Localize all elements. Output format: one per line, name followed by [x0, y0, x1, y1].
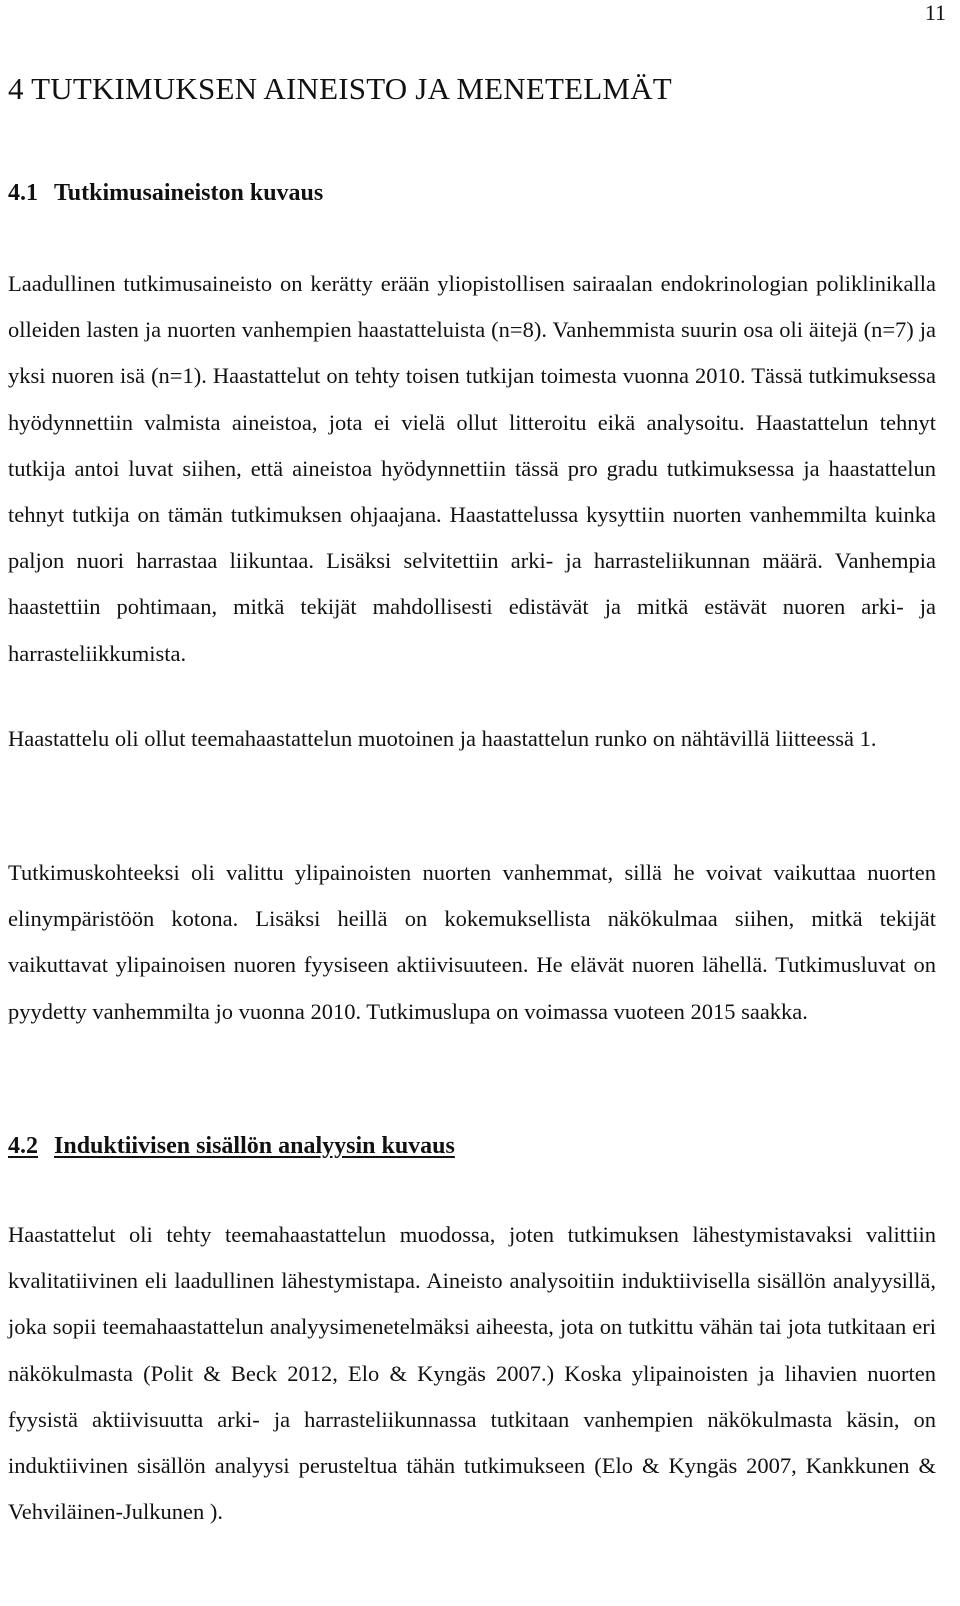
paragraph-target-group: Tutkimuskohteeksi oli valittu ylipainoisten nuorten vanhemmat, sillä he voivat vaikuttaa nuorten elinympäristöön kotona. Lisäksi heillä on kokemuksellista näkökulmaa siihen, mitkä tekijät vaikuttavat ylipainoisen nuoren fyysiseen aktiivisuuteen. He elävät nuoren lähellä. Tutkimusluvat on pyydetty vanhemmilta jo vuonna 2010. Tutkimuslupa on voimassa vuoteen 2015 saakka. [8, 860, 936, 1024]
chapter-title: 4 TUTKIMUKSEN AINEISTO JA MENETELMÄT [8, 71, 672, 106]
paragraph-analysis-method: Haastattelut oli tehty teemahaastattelun muodossa, joten tutkimuksen lähestymistavaksi valittiin kvalitatiivinen eli laadullinen lähestymistapa. Aineisto analysoitiin induktiivisella sisällön analyysillä, joka sopii teemahaastattelun analyysimenetelmäksi aiheesta, jota on tutkittu vähän tai jota tutkitaan eri näkökulmasta (Polit & Beck 2012, Elo & Kyngäs 2007.) Koska ylipainoisten ja lihavien nuorten fyysistä aktiivisuutta arki- ja harrasteliikunnassa tutkitaan vanhempien näkökulmasta käsin, on induktiivinen sisällön analyysi perusteltua tähän tutkimukseen (Elo & Kyngäs 2007, Kankkunen & Vehviläinen-Julkunen ). [8, 1222, 936, 1525]
section-heading-4-1 [8, 178, 323, 208]
section-number: 4.1 [8, 180, 38, 206]
page-number: 11 [924, 0, 946, 25]
paragraph-sample-description: Laadullinen tutkimusaineisto on kerätty erään yliopistollisen sairaalan endokrinologian poliklinikalla olleiden lasten ja nuorten vanhempien haastatteluista (n=8). Vanhemmista suurin osa oli äitejä (n=7) ja yksi nuoren isä (n=1). Haastattelut on tehty toisen tutkijan toimesta vuonna 2010. Tässä tutkimuksessa hyödynnettiin valmista aineistoa, jota ei vielä ollut litteroitu eikä analysoitu. Haastattelun tehnyt tutkija antoi luvat siihen, että aineistoa hyödynnettiin tässä pro gradu tutkimuksessa ja haastattelun tehnyt tutkija on tämän tutkimuksen ohjaajana. Haastattelussa kysyttiin nuorten vanhemmilta kuinka paljon nuori harrastaa liikuntaa. Lisäksi selvitettiin arki- ja harrasteliikunnan määrä. Vanhempia haastettiin pohtimaan, mitkä tekijät mahdollisesti edistävät ja mitkä estävät nuoren arki- ja harrasteliikkumista. [8, 271, 936, 666]
section-title-text: Tutkimusaineiston kuvaus [54, 180, 324, 206]
section-title-text: Induktiivisen sisällön analyysin kuvaus [54, 1133, 455, 1159]
section-heading-4-2 [8, 1131, 455, 1161]
paragraph-interview-form: Haastattelu oli ollut teemahaastattelun muotoinen ja haastattelun runko on nähtävillä liitteessä 1. [8, 726, 877, 751]
section-number: 4.2 [8, 1133, 38, 1159]
